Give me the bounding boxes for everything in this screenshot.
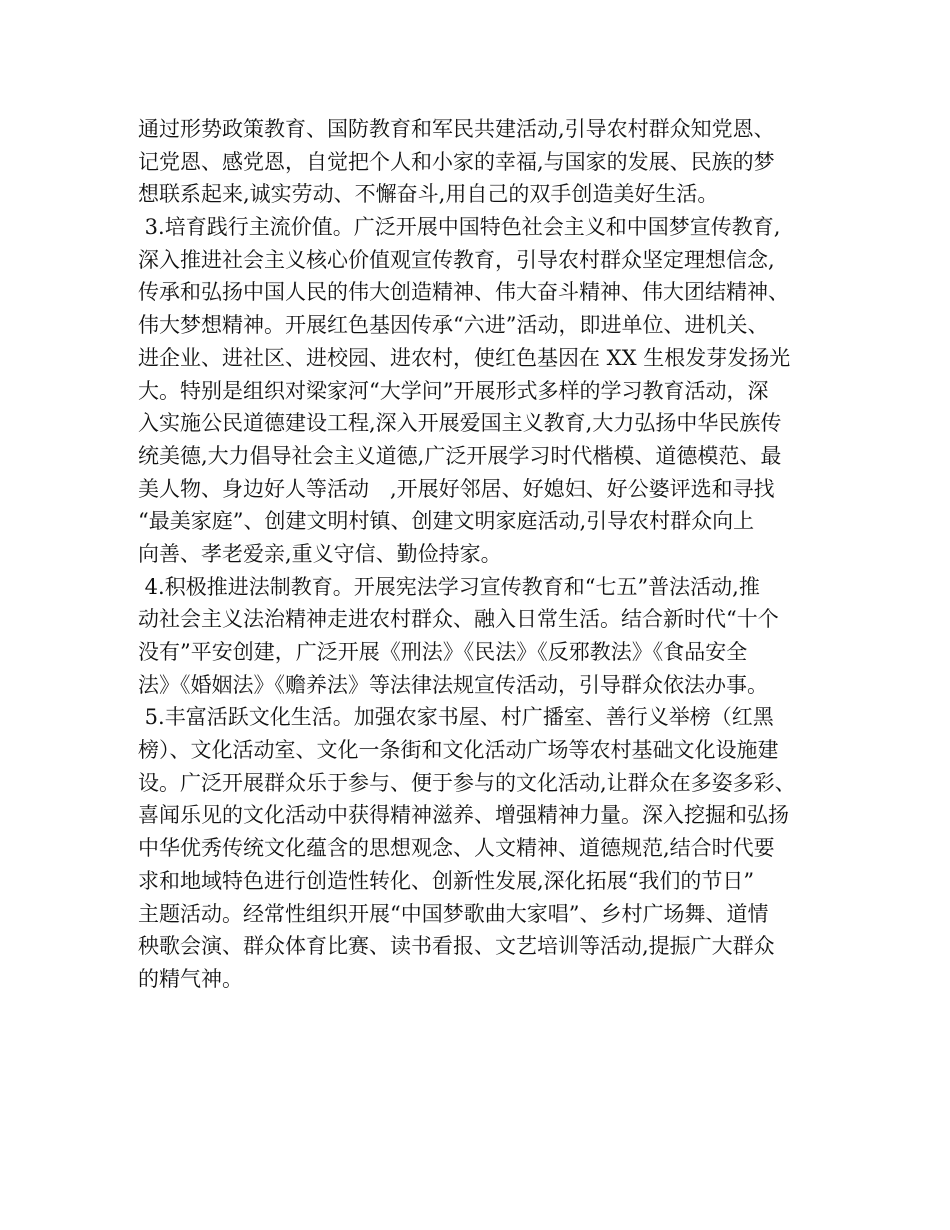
text-line: 3.培育践行主流价值。广泛开展中国特色社会主义和中国梦宣传教育, [138,215,781,240]
text-line: 秧歌会演、群众体育比赛、读书看报、文艺培训等活动,提振广大群众 [138,934,775,959]
text-line: 动社会主义法治精神走进农村群众、融入日常生活。结合新时代“十个 [138,607,779,632]
text-line: 记党恩、感党恩，自觉把个人和小家的幸福,与国家的发展、民族的梦 [138,149,775,174]
text-line: 榜）、文化活动室、文化一条街和文化活动广场等农村基础文化设施建 [138,738,779,763]
text-line: 入实施公民道德建设工程,深入开展爱国主义教育,大力弘扬中华民族传 [138,411,782,436]
text-line: 进企业、进社区、进校园、进农村，使红色基因在 XX 生根发芽发扬光 [138,345,791,370]
text-line: 主题活动。经常性组织开展“中国梦歌曲大家唱”、乡村广场舞、道情 [138,901,769,926]
text-line: 通过形势政策教育、国防教育和军民共建活动,引导农村群众知党恩、 [138,117,775,141]
text-line: 4.积极推进法制教育。开展宪法学习宣传教育和“七五”普法活动,推 [138,574,760,599]
text-line: 传承和弘扬中国人民的伟大创造精神、伟大奋斗精神、伟大团结精神、 [138,280,789,305]
text-line: 求和地域特色进行创造性转化、创新性发展,深化拓展“我们的节日” [138,868,755,893]
text-line: 统美德,大力倡导社会主义道德,广泛开展学习时代楷模、道德模范、最 [138,443,782,468]
text-line: 没有”平安创建，广泛开展《刑法》《民法》《反邪教法》《食品安全 [138,640,748,664]
text-line: 的精气神。 [138,966,243,991]
text-line: 想联系起来,诚实劳动、不懈奋斗,用自己的双手创造美好生活。 [138,182,719,207]
body-text [138,113,838,996]
text-line: 美人物、身边好人等活动 ,开展好邻居、好媳妇、好公婆评选和寻找 [138,476,775,501]
text-line: 深入推进社会主义核心价值观宣传教育，引导农村群众坚定理想信念, [138,247,775,272]
text-line: 喜闻乐见的文化活动中获得精神滋养、增强精神力量。深入挖掘和弘扬 [138,803,789,828]
text-line: 设。广泛开展群众乐于参与、便于参与的文化活动,让群众在多姿多彩、 [138,770,796,795]
text-line: 向善、孝老爱亲,重义守信、勤俭持家。 [138,541,502,566]
text-line: 法》《婚姻法》《赡养法》等法律法规宣传活动，引导群众依法办事。 [138,672,768,697]
text-line: 5.丰富活跃文化生活。加强农家书屋、村广播室、善行义举榜（红黑 [138,705,774,730]
text-line: 伟大梦想精神。开展红色基因传承“六进”活动，即进单位、进机关、 [138,313,769,338]
text-line: “最美家庭”、创建文明村镇、创建文明家庭活动,引导农村群众向上 [138,509,755,534]
text-line: 大。特别是组织对梁家河“大学问”开展形式多样的学习教育活动，深 [138,378,769,403]
text-line: 中华优秀传统文化蕴含的思想观念、人文精神、道德规范,结合时代要 [138,836,775,861]
